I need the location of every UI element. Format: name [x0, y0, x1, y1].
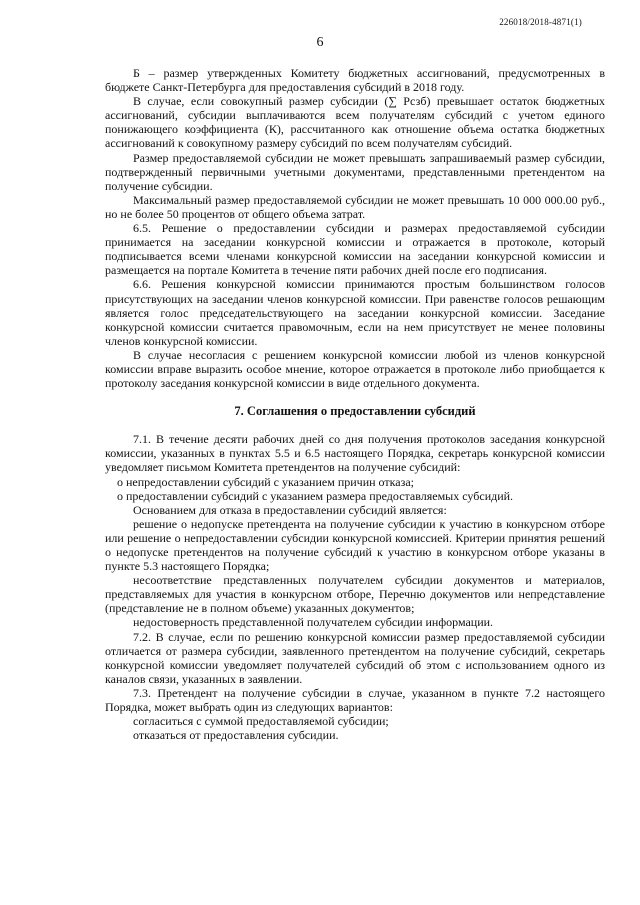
- paragraph: В случае несогласия с решением конкурсной комиссии любой из членов конкурсной комиссии вправе выразить особое мнение, которое отражается в протоколе либо приобщается к протоколу заседания конкурсной комиссии в виде отдельного документа.: [105, 347, 605, 391]
- paragraph: 7.2. В случае, если по решению конкурсной комиссии размер предоставляемой субсидии отличается от размера субсидии, заявленного претендентом на получение субсидий, секретарь конкурсной комиссии уведомляет получателей субсидий об этом с использованием одного из каналов связи, указанных в заявлении.: [105, 629, 605, 686]
- list-item: несоответствие представленных получателем субсидии документов и материалов, представляемых для участия в конкурсном отборе, Перечню документов или непредставление (представление не в полном объеме) указанных документов;: [105, 573, 605, 616]
- document-body: [105, 66, 605, 742]
- section-heading: 7. Соглашения о предоставлении субсидий: [234, 404, 476, 419]
- paragraph: 6.5. Решение о предоставлении субсидии и размерах предоставляемой субсидии принимается на заседании конкурсной комиссии и отражается в протоколе, который подписывается всеми членами конкурсной комиссии на заседании конкурсной комиссии и размещается на портале Комитета в течение пяти рабочих дней после его подписания.: [105, 221, 605, 278]
- page-number: 6: [316, 35, 324, 50]
- list-item: решение о недопуске претендента на получение субсидии к участию в конкурсном отборе или решение о непредоставлении субсидии конкурсной комиссией. Критерии принятия решений о недопуске претендентов на получение субсидий к участию в конкурсном отборе указаны в пункте 5.3 настоящего Порядка;: [105, 516, 605, 574]
- paragraph: В случае, если совокупный размер субсидии (∑ Pсзб) превышает остаток бюджетных ассигнований, субсидии выплачиваются всем получателям субсидий с учетом единого понижающего коэффициента (К), рассчитанного как отношение объема остатка бюджетных ассигнований к совокупному размеру субсидий по всем получателям субсидий.: [105, 94, 605, 151]
- list-item: о непредоставлении субсидий с указанием причин отказа;: [117, 474, 414, 489]
- paragraph: Размер предоставляемой субсидии не может превышать запрашиваемый размер субсидии, подтвержденный первичными учетными документами, представленными претендентом на получение субсидии.: [105, 150, 605, 193]
- list-item: о предоставлении субсидий с указанием размера предоставляемых субсидий.: [117, 488, 514, 503]
- paragraph: 7.3. Претендент на получение субсидии в случае, указанном в пункте 7.2 настоящего Порядка, может выбрать один из следующих вариантов:: [105, 685, 605, 715]
- list-item: согласиться с суммой предоставляемой субсидии;: [133, 714, 389, 729]
- paragraph: 6.6. Решения конкурсной комиссии принимаются простым большинством голосов присутствующих на заседании членов конкурсной комиссии. При равенстве голосов решающим является голос председательствующего на заседании конкурсной комиссии. Заседание конкурсной комиссии считается правомочным, если на нем присутствует не менее половины членов конкурсной комиссии.: [105, 277, 605, 348]
- paragraph: Максимальный размер предоставляемой субсидии не может превышать 10 000 000.00 руб., но не более 50 процентов от общего объема затрат.: [105, 192, 605, 221]
- paragraph: 7.1. В течение десяти рабочих дней со дня получения протоколов заседания конкурсной комиссии, указанных в пунктах 5.5 и 6.5 настоящего Порядка, секретарь конкурсной комиссии уведомляет письмом Комитета претендентов на получение субсидий:: [105, 432, 605, 475]
- list-item: отказаться от предоставления субсидии.: [133, 728, 339, 743]
- document-code: 226018/2018-4871(1): [499, 17, 582, 27]
- paragraph: Б – размер утвержденных Комитету бюджетных ассигнований, предусмотренных в бюджете Санкт-Петербурга для предоставления субсидий в 2018 году.: [105, 66, 605, 95]
- list-item: недостоверность представленной получателем субсидии информации.: [133, 615, 494, 630]
- paragraph: Основанием для отказа в предоставлении субсидий является:: [133, 502, 447, 517]
